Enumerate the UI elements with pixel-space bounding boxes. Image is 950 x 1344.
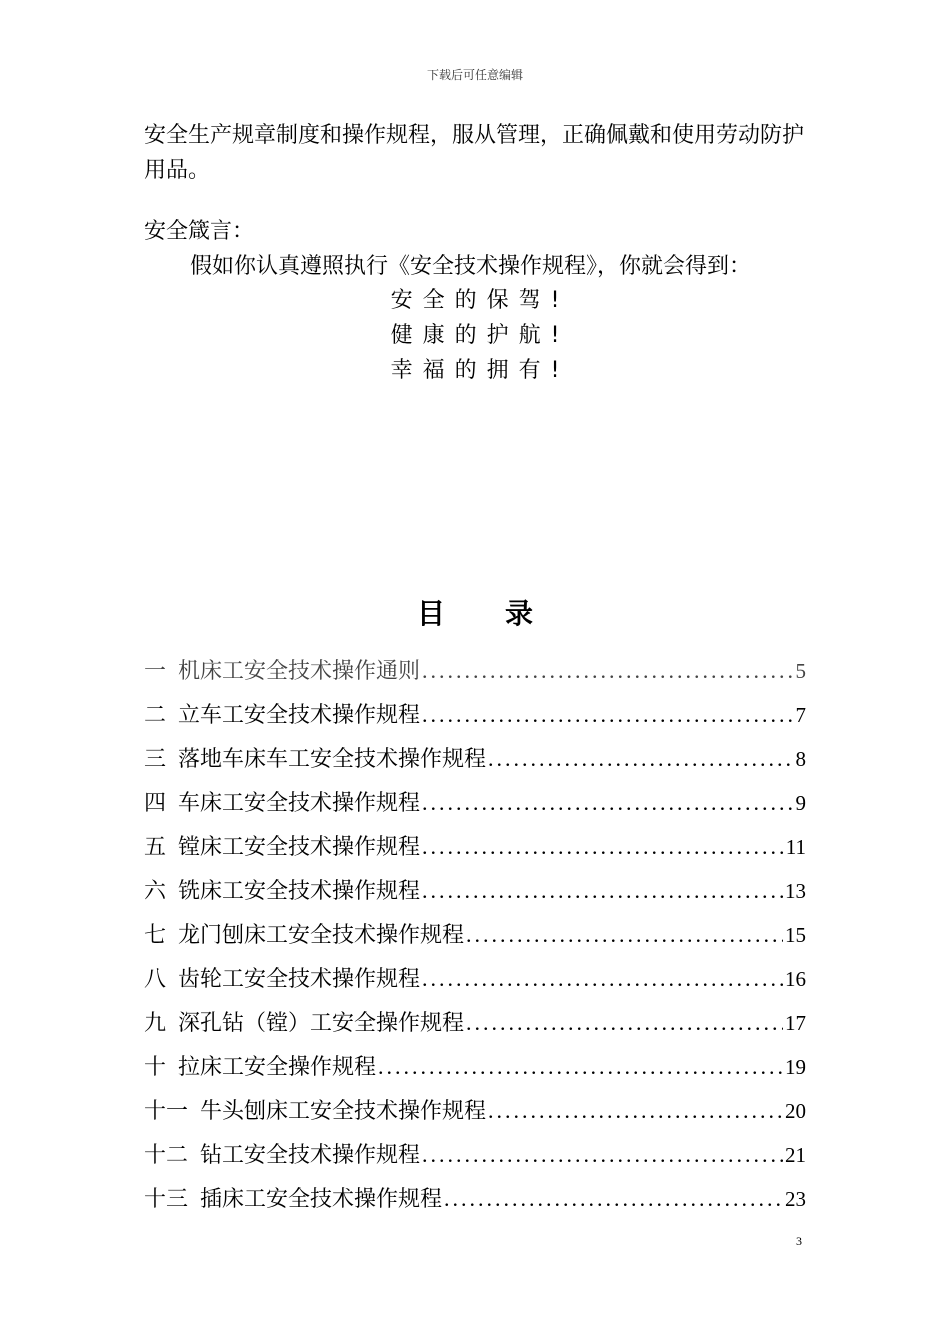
toc-entry-page: 19 bbox=[785, 1055, 806, 1079]
toc-leader-dots bbox=[422, 966, 783, 992]
toc-entry-page: 13 bbox=[785, 879, 806, 903]
table-of-contents bbox=[144, 654, 806, 1226]
toc-entry-title: 深孔钻（镗）工安全操作规程 bbox=[178, 1011, 465, 1036]
toc-entry-number: 十 bbox=[144, 1055, 167, 1080]
toc-entry-title: 铣床工安全技术操作规程 bbox=[178, 879, 421, 904]
intro-paragraph: 安全生产规章制度和操作规程，服从管理，正确佩戴和使用劳动防护用品。 bbox=[144, 123, 805, 183]
toc-entry[interactable] bbox=[144, 654, 806, 698]
toc-leader-dots bbox=[422, 878, 783, 904]
toc-entry-number: 七 bbox=[144, 923, 167, 948]
toc-entry-number: 六 bbox=[144, 879, 167, 904]
toc-leader-dots bbox=[488, 746, 793, 772]
toc-entry-page: 8 bbox=[795, 747, 806, 771]
toc-entry-number: 十二 bbox=[144, 1143, 189, 1168]
toc-entry[interactable] bbox=[144, 1138, 806, 1182]
toc-entry-page: 15 bbox=[785, 923, 806, 947]
toc-leader-dots bbox=[422, 1142, 783, 1168]
motto-title: 安全箴言： bbox=[144, 219, 255, 244]
blessing-line: 健康的护航! bbox=[390, 323, 570, 348]
motto-blessings bbox=[0, 283, 950, 388]
toc-title: 目录 bbox=[416, 597, 593, 630]
toc-entry-page: 7 bbox=[795, 703, 806, 727]
page-number: 3 bbox=[796, 1234, 802, 1248]
toc-entry-title: 插床工安全技术操作规程 bbox=[200, 1187, 443, 1212]
toc-entry-page: 11 bbox=[785, 835, 806, 859]
toc-entry-number: 十三 bbox=[144, 1187, 189, 1212]
toc-leader-dots bbox=[488, 1098, 783, 1124]
toc-entry-page: 21 bbox=[785, 1143, 806, 1167]
toc-entry[interactable] bbox=[144, 698, 806, 742]
toc-entry-title: 齿轮工安全技术操作规程 bbox=[178, 967, 421, 992]
toc-entry-title: 牛头刨床工安全技术操作规程 bbox=[200, 1099, 487, 1124]
toc-entry-number: 二 bbox=[144, 703, 167, 728]
toc-entry-number: 四 bbox=[144, 791, 167, 816]
toc-entry-number: 五 bbox=[144, 835, 167, 860]
toc-entry-number: 三 bbox=[144, 747, 167, 772]
toc-entry-number: 八 bbox=[144, 967, 167, 992]
toc-entry[interactable] bbox=[144, 918, 806, 962]
toc-entry-title: 立车工安全技术操作规程 bbox=[178, 703, 421, 728]
toc-entry-title: 机床工安全技术操作通则 bbox=[178, 659, 421, 684]
toc-leader-dots bbox=[422, 658, 793, 684]
toc-leader-dots bbox=[422, 834, 784, 860]
toc-entry-page: 17 bbox=[785, 1011, 806, 1035]
toc-leader-dots bbox=[422, 790, 793, 816]
toc-entry[interactable] bbox=[144, 874, 806, 918]
blessing-line: 幸福的拥有! bbox=[390, 358, 570, 383]
toc-leader-dots bbox=[444, 1186, 783, 1212]
toc-entry-number: 一 bbox=[144, 659, 167, 684]
toc-entry[interactable] bbox=[144, 1094, 806, 1138]
toc-leader-dots bbox=[466, 1010, 783, 1036]
toc-entry[interactable] bbox=[144, 830, 806, 874]
blessing-line: 安全的保驾! bbox=[390, 288, 570, 313]
toc-entry-page: 23 bbox=[785, 1187, 806, 1211]
toc-entry-title: 落地车床车工安全技术操作规程 bbox=[178, 747, 487, 772]
toc-leader-dots bbox=[466, 922, 783, 948]
motto-line: 假如你认真遵照执行《安全技术操作规程》，你就会得到： bbox=[190, 254, 752, 279]
toc-entry-number: 九 bbox=[144, 1011, 167, 1036]
toc-entry[interactable] bbox=[144, 742, 806, 786]
toc-entry-title: 车床工安全技术操作规程 bbox=[178, 791, 421, 816]
header-note: 下载后可任意编辑 bbox=[426, 68, 523, 82]
toc-entry[interactable] bbox=[144, 1182, 806, 1226]
toc-entry[interactable] bbox=[144, 962, 806, 1006]
toc-entry-title: 龙门刨床工安全技术操作规程 bbox=[178, 923, 465, 948]
toc-entry-title: 拉床工安全操作规程 bbox=[178, 1055, 377, 1080]
toc-entry-title: 镗床工安全技术操作规程 bbox=[178, 835, 421, 860]
toc-leader-dots bbox=[378, 1054, 783, 1080]
toc-entry-number: 十一 bbox=[144, 1099, 189, 1124]
toc-leader-dots bbox=[422, 702, 793, 728]
toc-entry[interactable] bbox=[144, 786, 806, 830]
toc-entry[interactable] bbox=[144, 1050, 806, 1094]
toc-entry-page: 20 bbox=[785, 1099, 806, 1123]
toc-entry-page: 16 bbox=[785, 967, 806, 991]
toc-entry-title: 钻工安全技术操作规程 bbox=[200, 1143, 421, 1168]
toc-entry[interactable] bbox=[144, 1006, 806, 1050]
toc-entry-page: 9 bbox=[795, 791, 806, 815]
toc-entry-page: 5 bbox=[795, 659, 806, 683]
